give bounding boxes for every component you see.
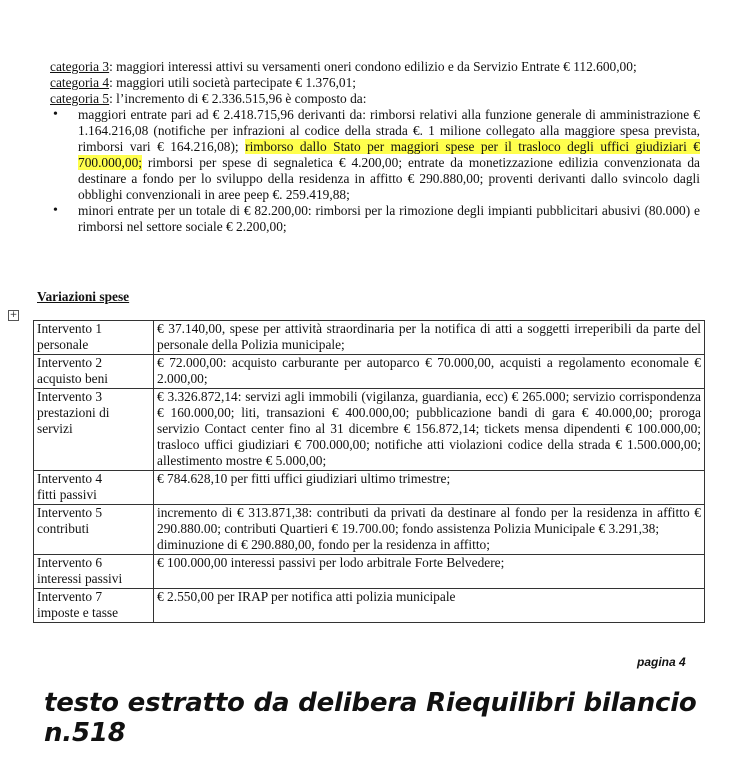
table-row [34, 555, 705, 589]
text-categoria-4: : maggiori utili società partecipate € 1.376,01; [109, 75, 357, 90]
intervento-description-cell: € 37.140,00, spese per attività straordinaria per la notifica di atti a soggetti irreperibili da parte del personale della Polizia municipale; [154, 321, 705, 355]
intervento-name-cell: Intervento 2 acquisto beni [34, 355, 154, 389]
bullet-minori-entrate [50, 203, 700, 235]
page-number: pagina 4 [637, 655, 686, 669]
intervento-name-cell: Intervento 6 interessi passivi [34, 555, 154, 589]
document-body [50, 59, 700, 235]
intervento-name-cell: Intervento 7 imposte e tasse [34, 589, 154, 623]
intervento-description-cell: incremento di € 313.871,38: contributi da privati da destinare al fondo per la residenza in affitto € 290.880.00; contributi Quartieri € 19.700.00; fondo assistenza Polizia Municipale € 3.291,38; diminuzione di € 290.880,00, fondo per la residenza in affitto; [154, 505, 705, 555]
paragraph-categoria-5 [50, 91, 700, 107]
bullet-2-text: minori entrate per un totale di € 82.200,00: rimborsi per la rimozione degli impianti pubblicitari abusivi (80.000) e rimborsi nel settore sociale € 2.200,00; [78, 203, 700, 234]
table-row [34, 471, 705, 505]
intervento-name-cell: Intervento 4 fitti passivi [34, 471, 154, 505]
paragraph-categoria-3 [50, 59, 700, 75]
table-row [34, 355, 705, 389]
bullet-1-text-before: maggiori entrate pari ad € 2.418.715,96 derivanti da: rimborsi relativi alla funzione generale di amministrazione € 1.164.216,08 (notifiche per infrazioni al codice della strada €. 1 milione collegato alla maggiore spesa prevista, rimborsi vari € 164.216,08); [78, 107, 700, 154]
text-categoria-5: : l’incremento di € 2.336.515,96 è composto da: [109, 91, 367, 106]
intervento-description-cell: € 784.628,10 per fitti uffici giudiziari ultimo trimestre; [154, 471, 705, 505]
intervento-name-cell: Intervento 3 prestazioni di servizi [34, 389, 154, 471]
intervento-description-cell: € 100.000,00 interessi passivi per lodo arbitrale Forte Belvedere; [154, 555, 705, 589]
highlighted-text: rimborso dallo Stato per maggiori spese per il trasloco degli uffici giudiziari € 700.000,00; [78, 139, 700, 170]
bullet-list [50, 107, 700, 235]
table-row [34, 389, 705, 471]
bullet-1-text-after: rimborsi per spese di segnaletica € 4.200,00; entrate da monetizzazione edilizia convenzionata da destinare a fondo per lo sviluppo della residenza in affitto € 290.880,00; proventi derivanti dallo svincolo dagli obblighi convenzionali in aree peep €. 259.419,88; [78, 155, 700, 202]
intervento-name-cell: Intervento 5 contributi [34, 505, 154, 555]
table-row [34, 321, 705, 355]
bullet-maggiori-entrate [50, 107, 700, 203]
paragraph-categoria-4 [50, 75, 700, 91]
caption: testo estratto da delibera Riequilibri bilancio n.518 [44, 688, 697, 748]
intervento-description-cell: € 2.550,00 per IRAP per notifica atti polizia municipale [154, 589, 705, 623]
label-categoria-5: categoria 5 [50, 91, 110, 106]
variazioni-spese-table [33, 320, 705, 623]
table-row [34, 589, 705, 623]
label-categoria-4: categoria 4 [50, 75, 110, 90]
table-row [34, 505, 705, 555]
table-move-handle-icon[interactable]: + [9, 310, 18, 320]
intervento-description-cell: € 3.326.872,14: servizi agli immobili (vigilanza, guardiania, ecc) € 265.000; servizio corrispondenza € 160.000,00; liti, transazioni € 400.000,00; pubblicazione bandi di gara € 40.000,00; proroga servizio Contact center fino al 31 dicembre € 156.872,14; tickets mensa dipendenti € 100.000,00; trasloco uffici giudiziari € 700.000,00; notifiche atti violazioni codice della strada € 1.500.000,00; allestimento mostre € 5.000,00; [154, 389, 705, 471]
section-title: Variazioni spese [37, 289, 130, 304]
intervento-description-cell: € 72.000,00: acquisto carburante per autoparco € 70.000,00, acquisti a regolamento economale € 2.000,00; [154, 355, 705, 389]
label-categoria-3: categoria 3 [50, 59, 110, 74]
intervento-name-cell: Intervento 1 personale [34, 321, 154, 355]
text-categoria-3: : maggiori interessi attivi su versamenti oneri condono edilizio e da Servizio Entrate € 112.600,00; [109, 59, 637, 74]
